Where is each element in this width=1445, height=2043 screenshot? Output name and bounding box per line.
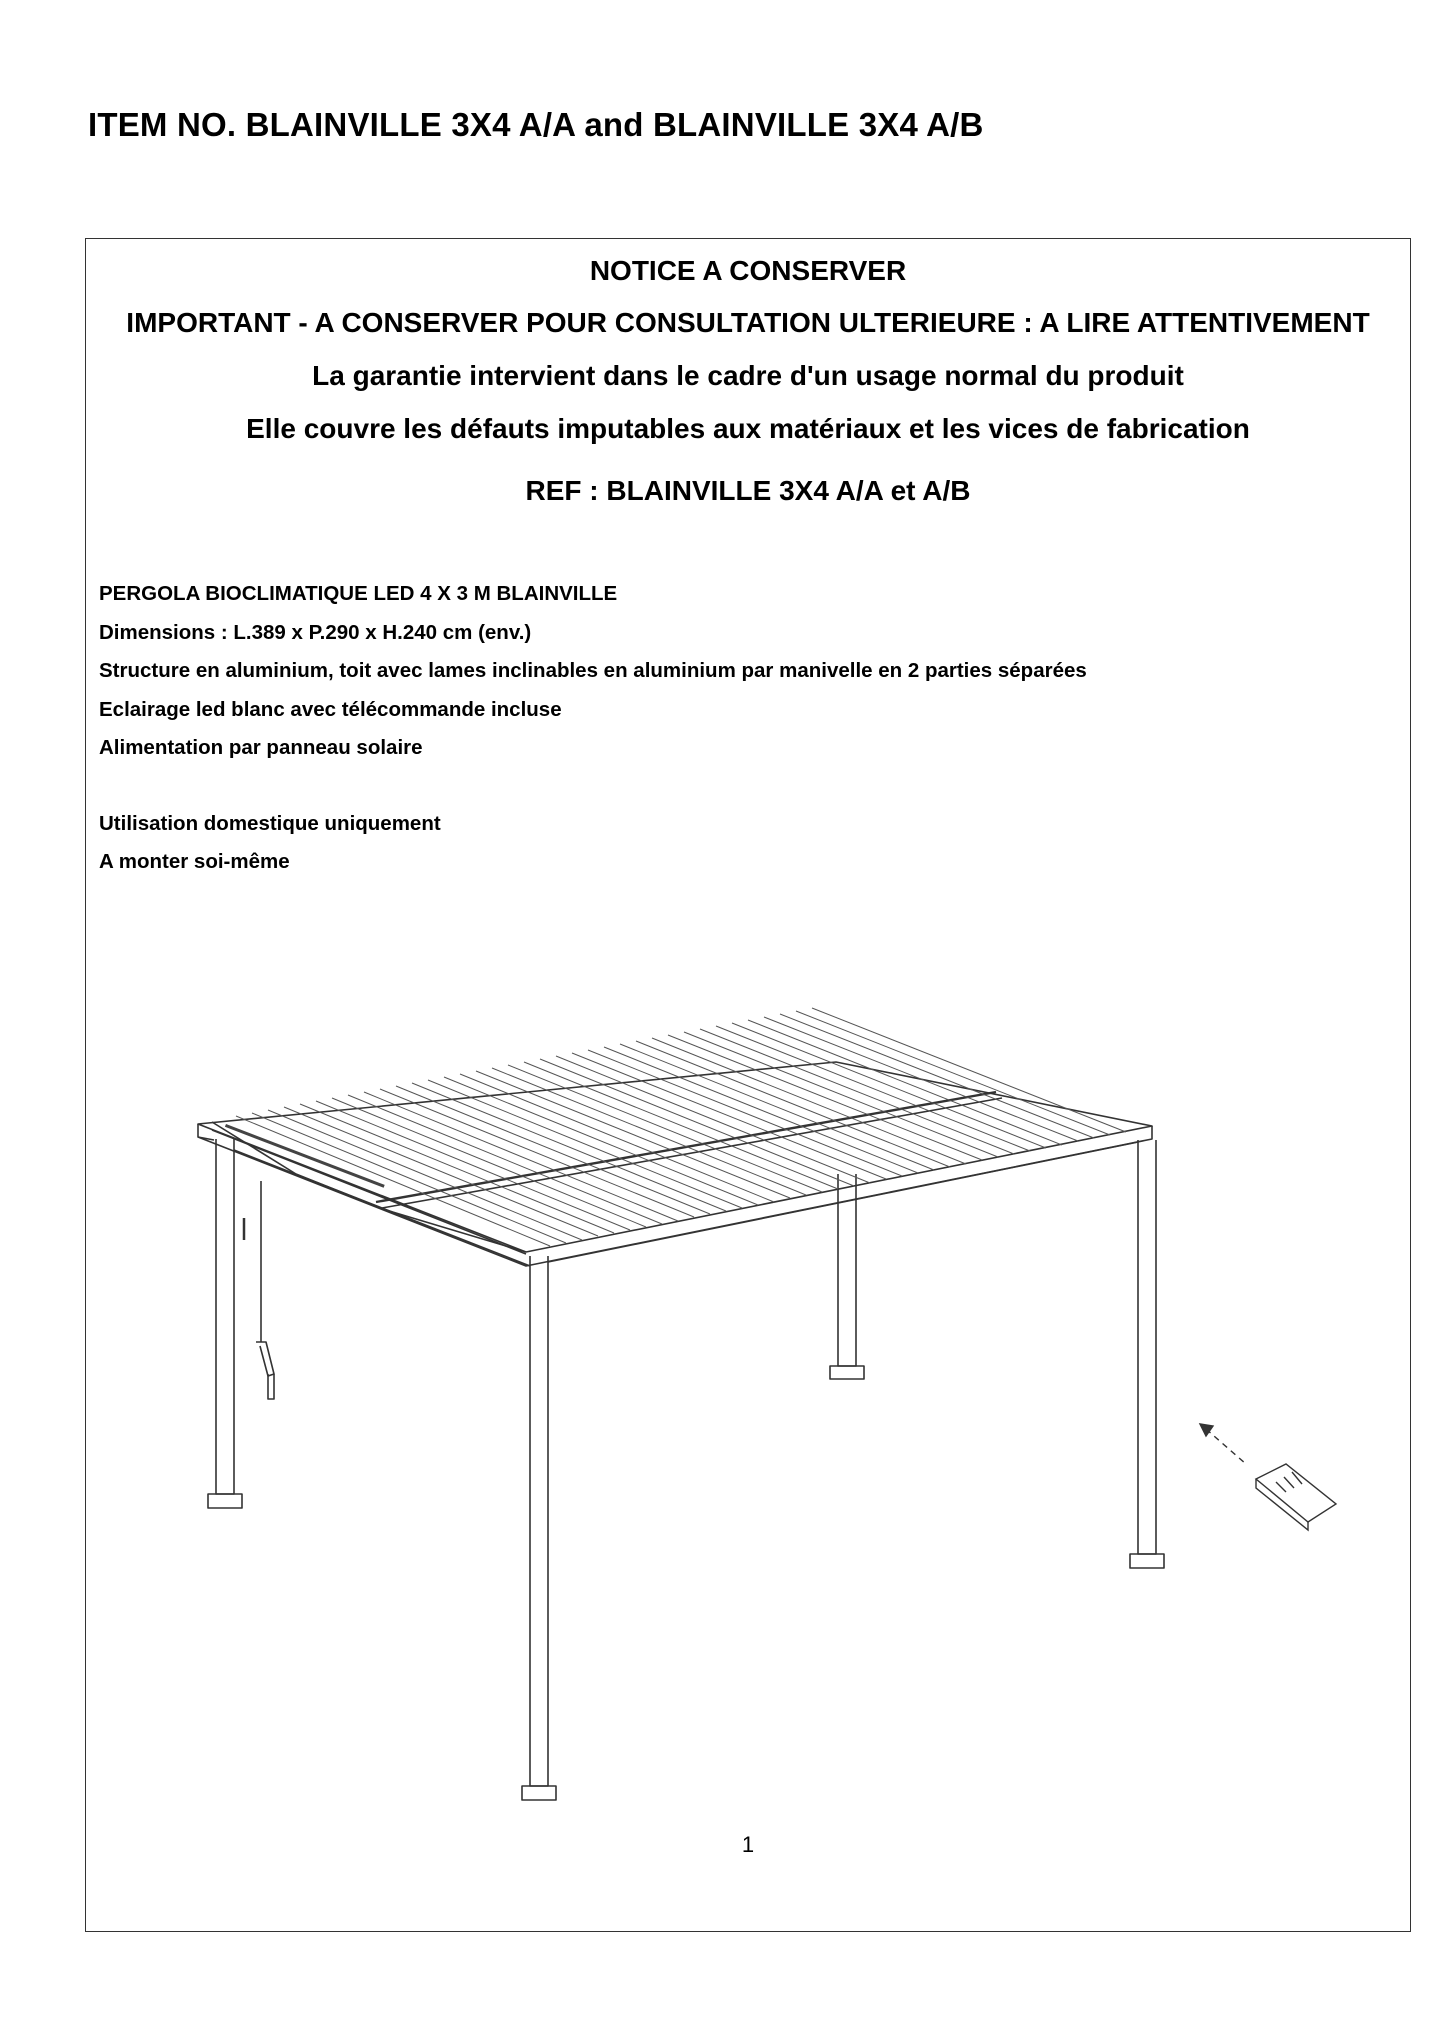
item-title: ITEM NO. BLAINVILLE 3X4 A/A and BLAINVILLE 3X4 A/B bbox=[88, 106, 984, 143]
reference-line: REF : BLAINVILLE 3X4 A/A et A/B bbox=[525, 475, 971, 506]
front-left-foot bbox=[208, 1494, 242, 1508]
roof-slats bbox=[236, 1008, 1126, 1246]
spec-usage: Utilisation domestique uniquement bbox=[99, 811, 441, 835]
notice-heading: NOTICE A CONSERVER bbox=[589, 255, 907, 286]
spec-structure: Structure en aluminium, toit avec lames inclinables en aluminium par manivelle en 2 parties séparées bbox=[99, 659, 1087, 682]
right-foot bbox=[1130, 1554, 1164, 1568]
front-corner-post bbox=[530, 1256, 548, 1786]
coverage-line: Elle couvre les défauts imputables aux matériaux et les vices de fabrication bbox=[246, 413, 1250, 444]
remote-control-icon bbox=[1200, 1424, 1336, 1530]
front-corner-foot bbox=[522, 1786, 556, 1800]
spec-product: PERGOLA BIOCLIMATIQUE LED 4 X 3 M BLAINVILLE bbox=[99, 582, 618, 605]
front-left-post bbox=[216, 1139, 234, 1494]
pergola-drawing bbox=[86, 974, 1410, 1814]
back-right-foot bbox=[830, 1366, 864, 1379]
right-post bbox=[1138, 1140, 1156, 1554]
roof-outline bbox=[198, 1062, 1152, 1252]
spec-power: Alimentation par panneau solaire bbox=[99, 736, 423, 759]
spec-lighting: Eclairage led blanc avec télécommande incluse bbox=[99, 697, 562, 721]
roof-fascia bbox=[198, 1124, 1152, 1266]
product-spec bbox=[99, 575, 1087, 882]
spec-assembly: A monter soi-même bbox=[99, 850, 290, 873]
warranty-line: La garantie intervient dans le cadre d'un usage normal du produit bbox=[312, 360, 1184, 391]
notice-frame bbox=[85, 238, 1411, 1932]
page-number: 1 bbox=[741, 1832, 755, 1857]
spec-dimensions: Dimensions : L.389 x P.290 x H.240 cm (env.) bbox=[99, 620, 532, 644]
important-line: IMPORTANT - A CONSERVER POUR CONSULTATION ULTERIEURE : A LIRE ATTENTIVEMENT bbox=[126, 307, 1370, 338]
